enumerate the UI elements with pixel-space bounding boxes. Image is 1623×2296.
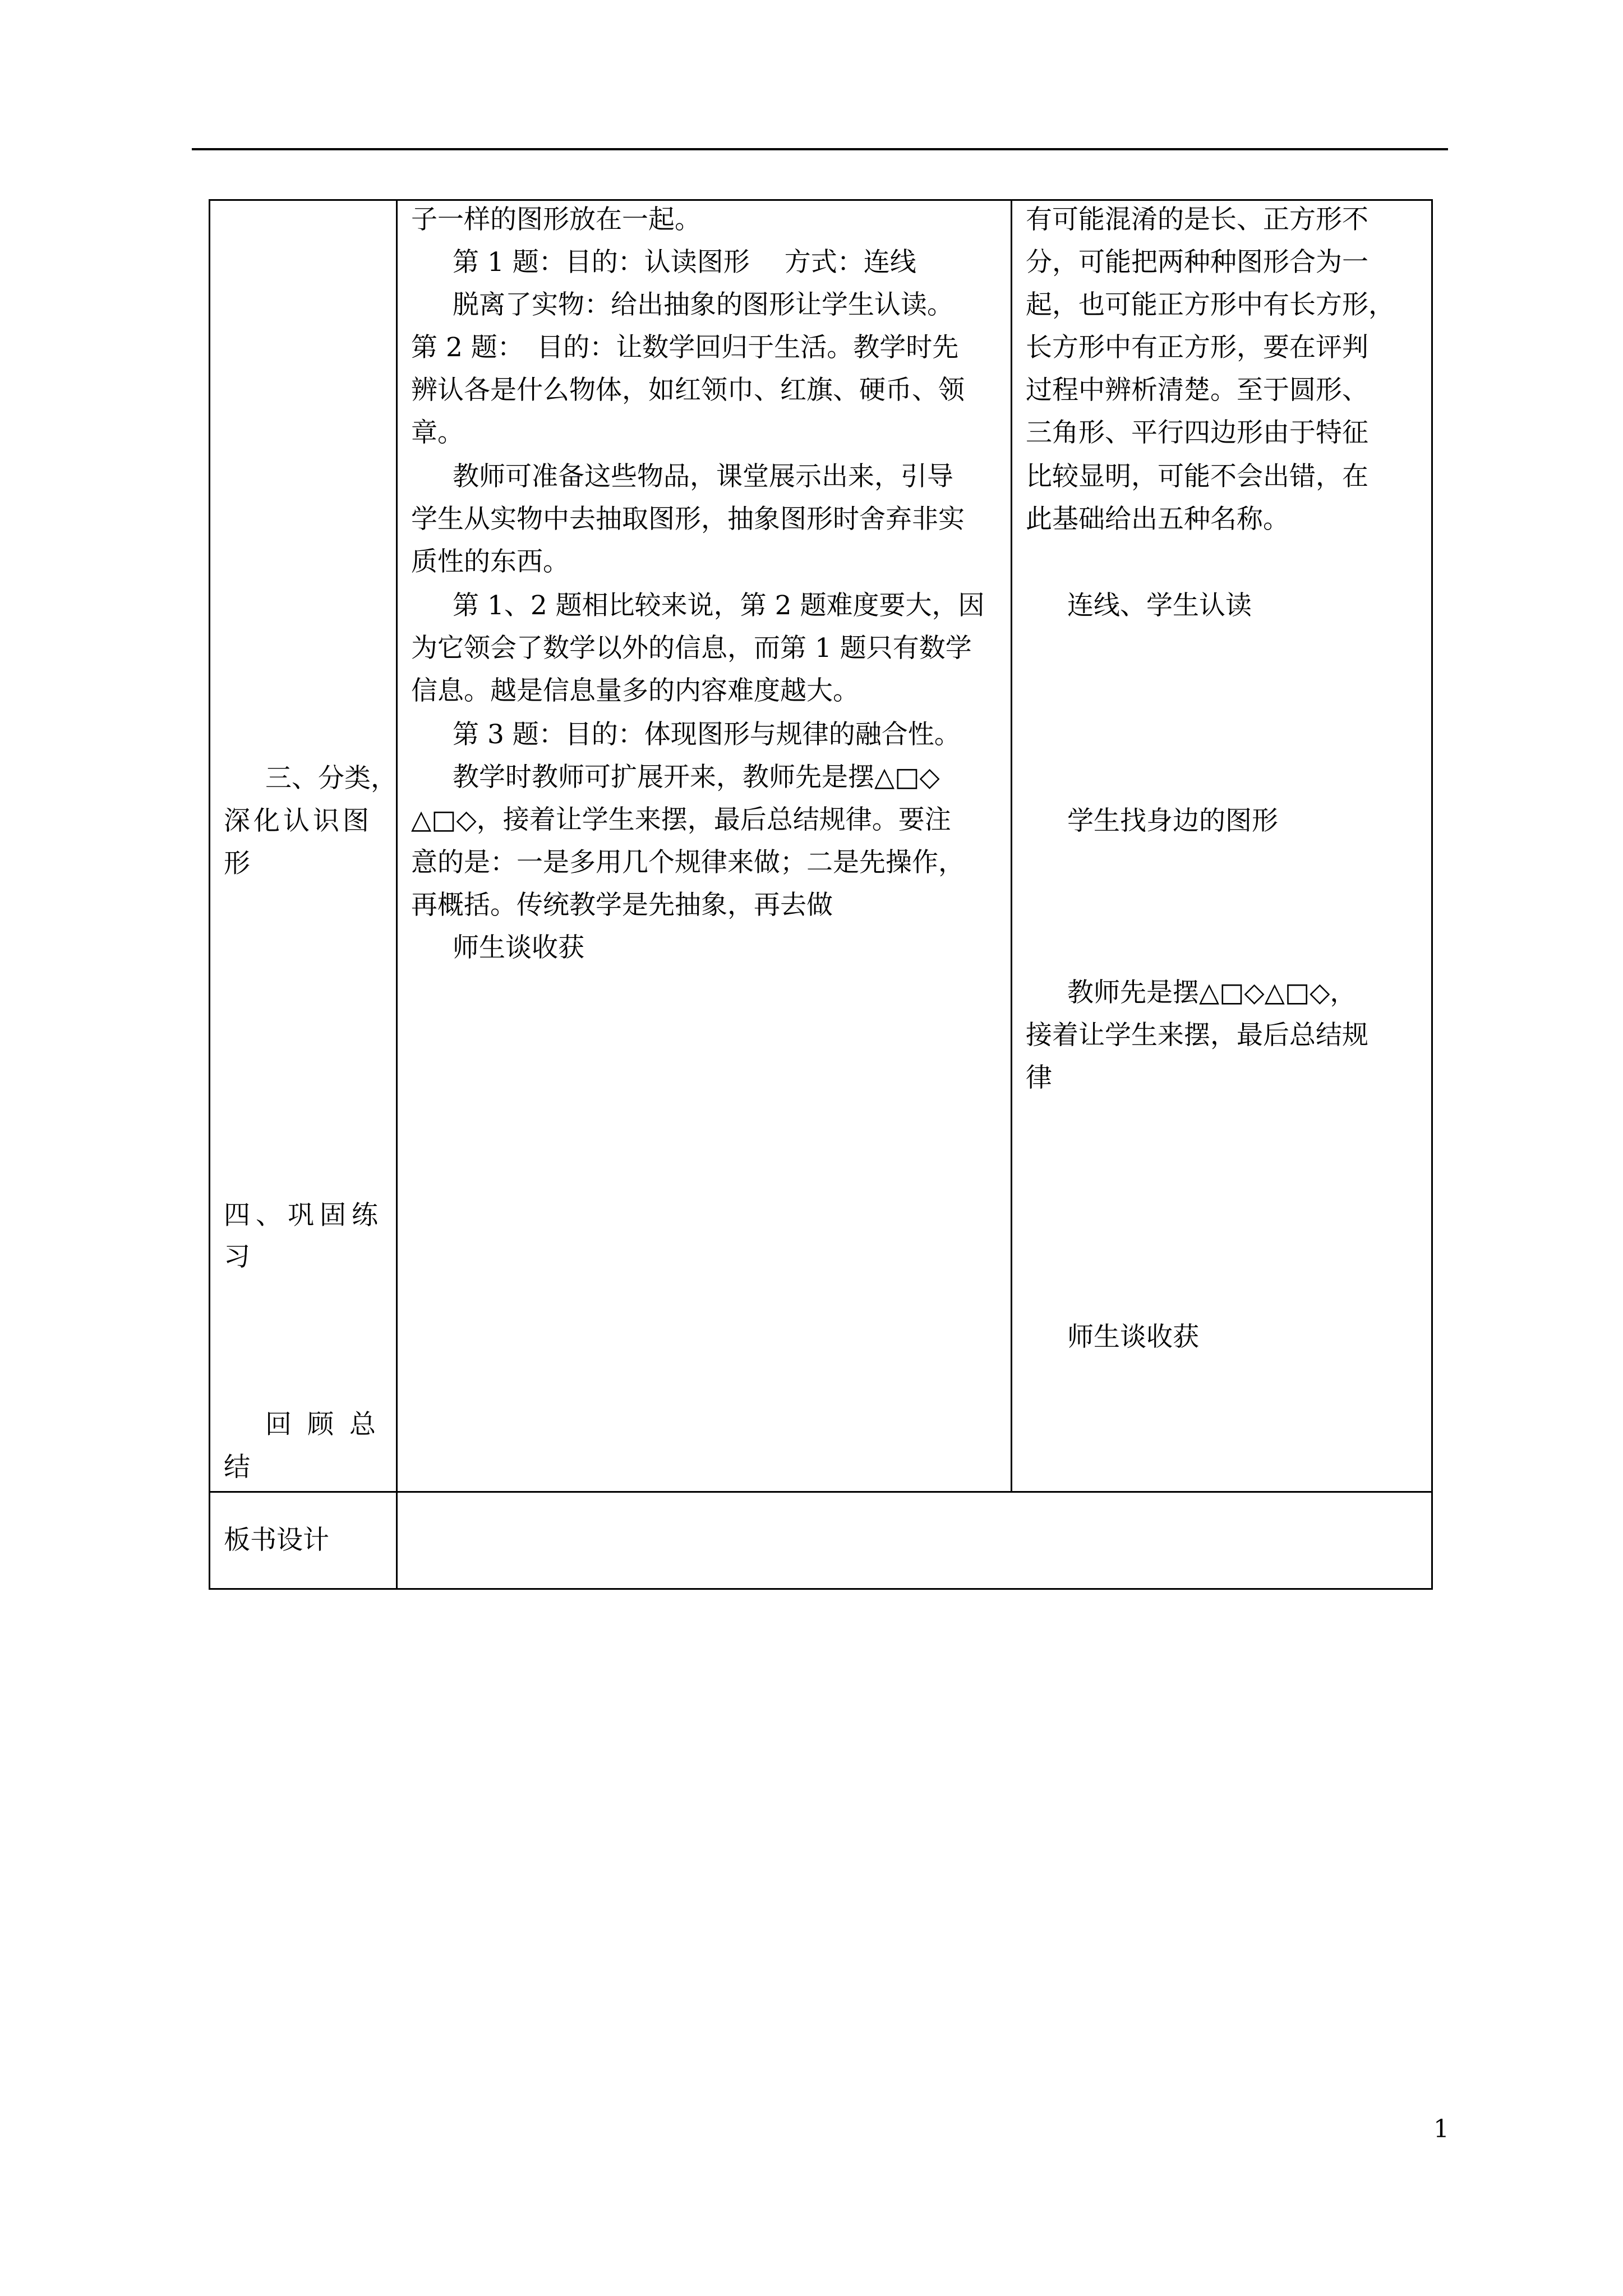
stage-section3-line: 三、分类， <box>265 763 397 794</box>
stage-summary-line: 回顾总 <box>265 1409 391 1440</box>
teacher-text-line: 子一样的图形放在一起。 <box>411 204 701 235</box>
student-text-line: 此基础给出五种名称。 <box>1026 504 1289 535</box>
teacher-text-line: 第 3 题：目的：体现图形与规律的融合性。 <box>453 719 961 750</box>
student-text-line: 三角形、平行四边形由于特征 <box>1026 417 1368 448</box>
teacher-text-line: 章。 <box>411 417 464 448</box>
student-text-line: 律 <box>1026 1062 1052 1093</box>
teacher-text-line: 学生从实物中去抽取图形，抽象图形时舍弃非实 <box>411 504 965 535</box>
teacher-text-line: 教师可准备这些物品，课堂展示出来，引导 <box>453 461 953 492</box>
student-text-line: 学生找身边的图形 <box>1067 806 1278 836</box>
board-design-label-cell <box>210 1492 397 1589</box>
student-text-line: 接着让学生来摆，最后总结规 <box>1026 1020 1368 1051</box>
teacher-text-line: 第 2 题： 目的：让数学回归于生活。教学时先 <box>411 332 959 363</box>
teacher-text-line: 脱离了实物：给出抽象的图形让学生认读。 <box>453 289 953 320</box>
student-text-line: 教师先是摆△□◇△□◇， <box>1067 977 1357 1008</box>
lesson-plan-table <box>209 199 1433 1590</box>
stage-summary-line: 结 <box>224 1452 250 1483</box>
stage-section3-line: 形 <box>224 848 250 879</box>
teacher-text-line: 第 1、2 题相比较来说，第 2 题难度要大，因 <box>453 590 985 621</box>
stage-section3-line: 深化认识图 <box>224 806 372 836</box>
board-design-label: 板书设计 <box>224 1525 329 1556</box>
student-text-line: 师生谈收获 <box>1067 1322 1199 1352</box>
teacher-text-line: 为它领会了数学以外的信息，而第 1 题只有数学 <box>411 633 972 664</box>
teacher-text-line: 师生谈收获 <box>453 932 584 963</box>
teacher-text-line: 第 1 题：目的：认读图形 方式：连线 <box>453 247 916 278</box>
teacher-text-line: 再概括。传统教学是先抽象，再去做 <box>411 890 833 921</box>
teacher-text-line: 意的是：一是多用几个规律来做；二是先操作， <box>411 847 965 878</box>
student-text-line: 长方形中有正方形，要在评判 <box>1026 332 1368 363</box>
stage-section4-line: 四、巩固练 <box>224 1200 384 1231</box>
content-row <box>210 200 1432 1492</box>
student-text-line: 比较显明，可能不会出错，在 <box>1026 461 1368 492</box>
teacher-text-line: 信息。越是信息量多的内容难度越大。 <box>411 675 859 706</box>
stage-column <box>210 200 397 1492</box>
teacher-text-line: 质性的东西。 <box>411 546 569 577</box>
student-text-line: 过程中辨析清楚。至于圆形、 <box>1026 375 1368 406</box>
student-text-line: 连线、学生认读 <box>1067 590 1252 621</box>
teacher-text-line: 辨认各是什么物体，如红领巾、红旗、硬币、领 <box>411 375 965 406</box>
stage-section4-line: 习 <box>224 1241 250 1272</box>
student-text-line: 分，可能把两种种图形合为一 <box>1026 247 1368 278</box>
student-text-line: 有可能混淆的是长、正方形不 <box>1026 204 1368 235</box>
student-text-line: 起，也可能正方形中有长方形， <box>1026 289 1395 320</box>
board-design-content-cell <box>397 1492 1432 1589</box>
board-design-row <box>210 1492 1432 1589</box>
teacher-text-line: 教学时教师可扩展开来，教师先是摆△□◇ <box>453 762 940 793</box>
teacher-activity-column <box>397 200 1012 1492</box>
student-activity-column <box>1012 200 1432 1492</box>
header-rule <box>192 148 1448 150</box>
teacher-text-line: △□◇，接着让学生来摆，最后总结规律。要注 <box>411 804 951 835</box>
page-number: 1 <box>1433 2115 1449 2143</box>
